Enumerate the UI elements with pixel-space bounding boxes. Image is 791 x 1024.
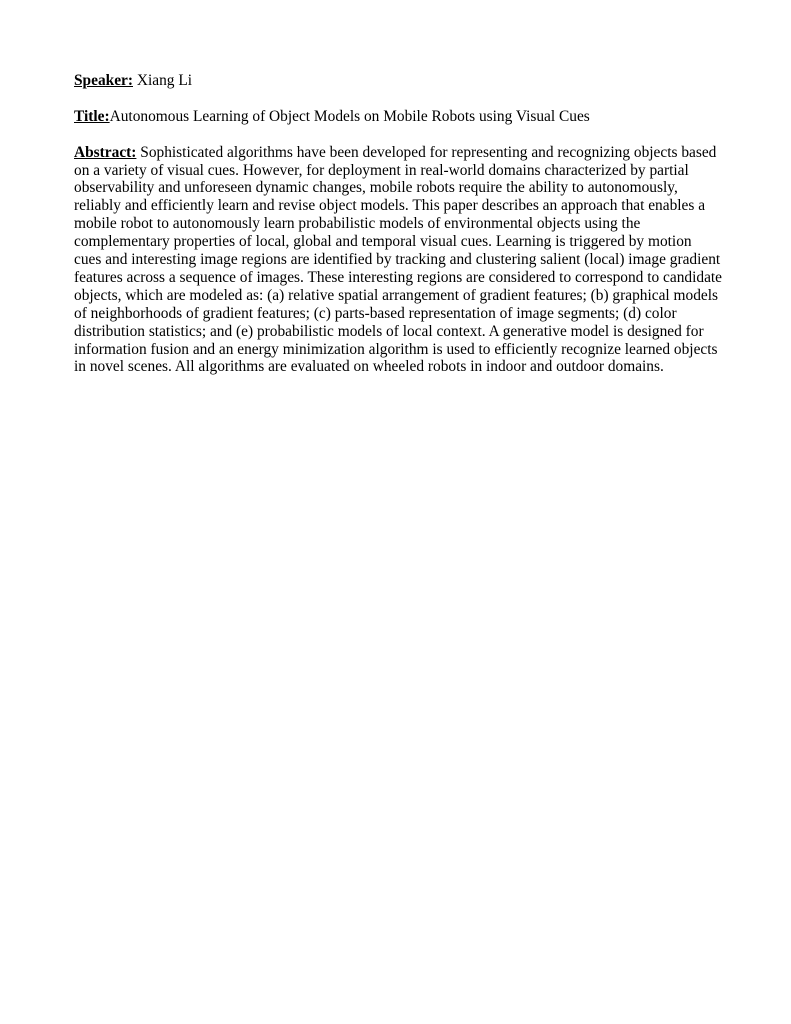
- document-content: [74, 72, 722, 394]
- title-line: [74, 108, 722, 126]
- abstract-paragraph: [74, 144, 722, 377]
- title-label: Title:: [74, 107, 110, 125]
- speaker-name: Xiang Li: [136, 72, 192, 89]
- talk-title: Autonomous Learning of Object Models on Mobile Robots using Visual Cues: [109, 107, 590, 125]
- speaker-label: Speaker:: [74, 72, 133, 89]
- abstract-body: Sophisticated algorithms have been developed for representing and recognizing objects based on a variety of visual cues. However, for deployment in real-world domains characterized by partial observability and unforeseen dynamic changes, mobile robots require the ability to autonomously, reliably and efficiently learn and revise object models. This paper describes an approach that enables a mobile robot to autonomously learn probabilistic models of environmental objects using the complementary properties of local, global and temporal visual cues. Learning is triggered by motion cues and interesting image regions are identified by tracking and clustering salient (local) image gradient features across a sequence of images. These interesting regions are considered to correspond to candidate objects, which are modeled as: (a) relative spatial arrangement of gradient features; (b) graphical models of neighborhoods of gradient features; (c) parts-based representation of image segments; (d) color distribution statistics; and (e) probabilistic models of local context. A generative model is designed for information fusion and an energy minimization algorithm is used to efficiently recognize learned objects in novel scenes. All algorithms are evaluated on wheeled robots in indoor and outdoor domains.: [74, 143, 723, 376]
- abstract-label: Abstract:: [74, 143, 137, 161]
- speaker-line: [74, 72, 722, 90]
